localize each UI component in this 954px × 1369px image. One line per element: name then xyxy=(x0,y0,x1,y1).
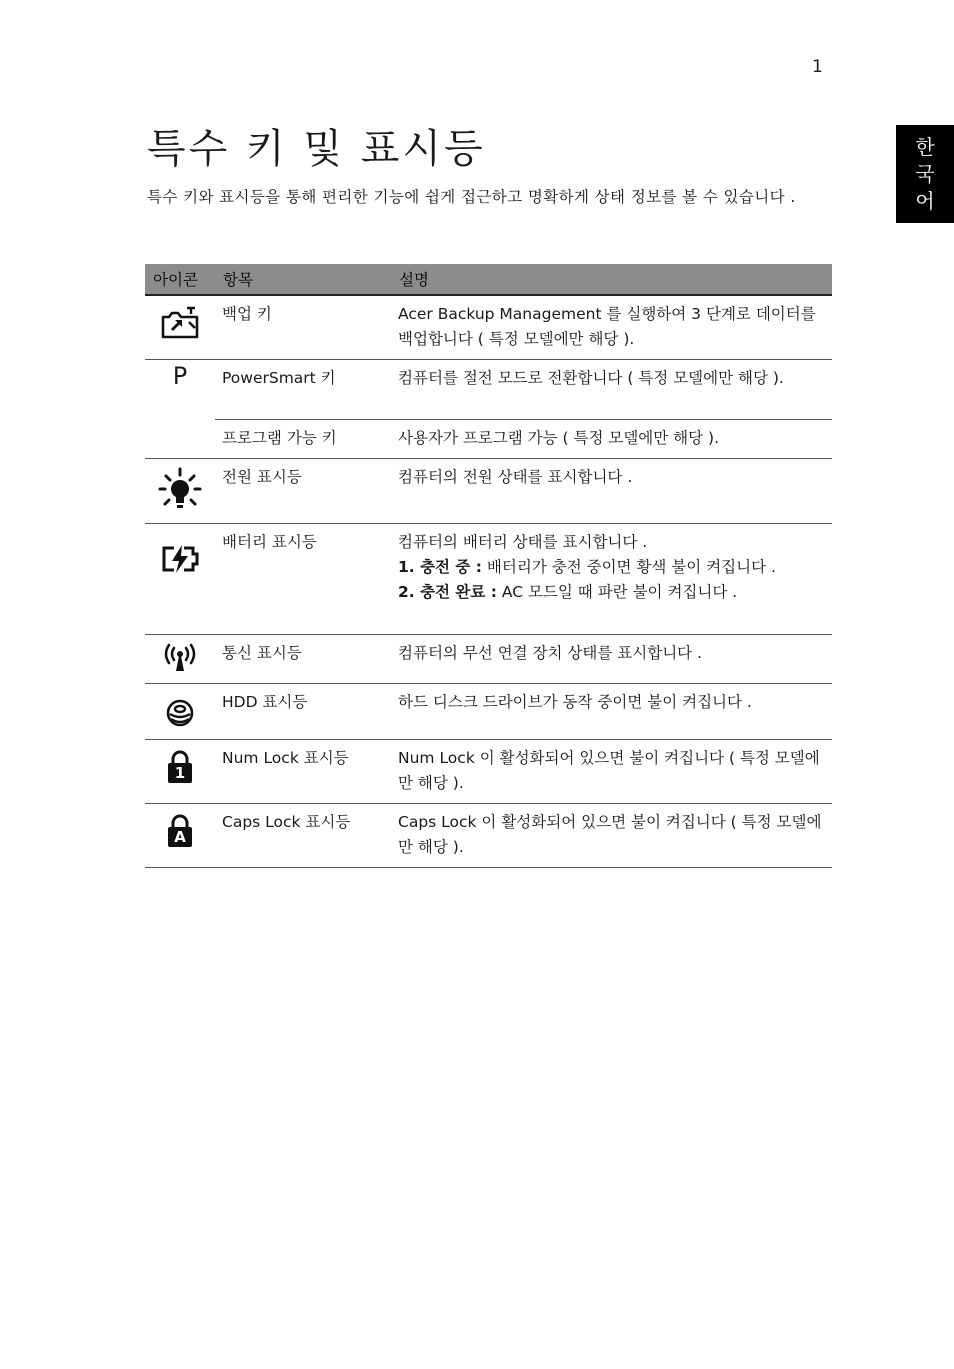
item-description: Caps Lock 이 활성화되어 있으면 불이 켜집니다 ( 특정 모델에만 해당 ). xyxy=(391,804,832,868)
intro-paragraph: 특수 키와 표시등을 통해 편리한 기능에 쉽게 접근하고 명확하게 상태 정보를 볼 수 있습니다 . xyxy=(147,188,796,206)
item-description: Num Lock 이 활성화되어 있으면 불이 켜집니다 ( 특정 모델에만 해당 ). xyxy=(391,740,832,804)
icon-cell xyxy=(145,804,215,868)
battery-charging-icon xyxy=(160,544,200,582)
item-name: PowerSmart 키 xyxy=(215,360,391,420)
item-name: 배터리 표시등 xyxy=(215,524,391,635)
battery-charging-state xyxy=(398,555,825,580)
item-name: Num Lock 표시등 xyxy=(215,740,391,804)
header-icon: 아이콘 xyxy=(145,264,215,295)
header-item: 항목 xyxy=(215,264,391,295)
item-name: HDD 표시등 xyxy=(215,684,391,740)
charged-label: 2. 충전 완료 : xyxy=(398,583,497,601)
language-tab-char: 어 xyxy=(915,188,935,213)
charged-text: AC 모드일 때 파란 불이 켜집니다 . xyxy=(496,583,738,601)
item-description xyxy=(391,524,832,635)
item-name: 백업 키 xyxy=(215,295,391,360)
table-row xyxy=(145,420,832,459)
item-description: 사용자가 프로그램 가능 ( 특정 모델에만 해당 ). xyxy=(391,420,832,459)
table-row xyxy=(145,635,832,684)
item-description: 컴퓨터의 무선 연결 장치 상태를 표시합니다 . xyxy=(391,635,832,684)
header-description: 설명 xyxy=(391,264,832,295)
battery-description: 컴퓨터의 배터리 상태를 표시합니다 . xyxy=(398,533,648,551)
table-row xyxy=(145,360,832,420)
item-name: Caps Lock 표시등 xyxy=(215,804,391,868)
icon-cell xyxy=(145,740,215,804)
item-name: 통신 표시등 xyxy=(215,635,391,684)
icon-cell xyxy=(145,459,215,524)
table-row xyxy=(145,459,832,524)
item-name: 프로그램 가능 키 xyxy=(215,420,391,459)
table-row xyxy=(145,295,832,360)
language-tab-char: 국 xyxy=(915,161,935,186)
lightbulb-icon xyxy=(157,467,203,523)
item-name: 전원 표시등 xyxy=(215,459,391,524)
item-description: 컴퓨터의 전원 상태를 표시합니다 . xyxy=(391,459,832,524)
charging-label: 1. 충전 중 : xyxy=(398,558,482,576)
p-letter-icon: P xyxy=(172,362,188,390)
table-row xyxy=(145,524,832,635)
icon-cell xyxy=(145,635,215,684)
icon-cell xyxy=(145,295,215,360)
icon-cell xyxy=(145,360,215,459)
icon-cell xyxy=(145,684,215,740)
num-lock-icon xyxy=(165,750,195,784)
backup-icon xyxy=(159,304,201,348)
page-title: 특수 키 및 표시등 xyxy=(147,126,486,172)
table-row xyxy=(145,684,832,740)
caps-lock-glyph: A xyxy=(174,828,186,846)
item-description: 하드 디스크 드라이브가 동작 중이면 불이 켜집니다 . xyxy=(391,684,832,740)
wireless-icon xyxy=(160,643,200,681)
language-tab xyxy=(896,125,954,223)
num-lock-glyph: 1 xyxy=(174,764,186,782)
charging-text: 배터리가 충전 중이면 황색 불이 켜집니다 . xyxy=(481,558,776,576)
special-keys-table xyxy=(145,264,832,868)
language-tab-char: 한 xyxy=(915,134,935,159)
caps-lock-icon xyxy=(165,814,195,848)
icon-cell xyxy=(145,524,215,635)
hdd-icon xyxy=(165,698,195,736)
item-description: 컴퓨터를 절전 모드로 전환합니다 ( 특정 모델에만 해당 ). xyxy=(391,360,832,420)
item-description: Acer Backup Management 를 실행하여 3 단계로 데이터를 백업합니다 ( 특정 모델에만 해당 ). xyxy=(391,295,832,360)
table-header-row xyxy=(145,264,832,295)
table-row xyxy=(145,804,832,868)
table-row xyxy=(145,740,832,804)
page-number: 1 xyxy=(812,57,823,77)
battery-full-state xyxy=(398,580,825,605)
